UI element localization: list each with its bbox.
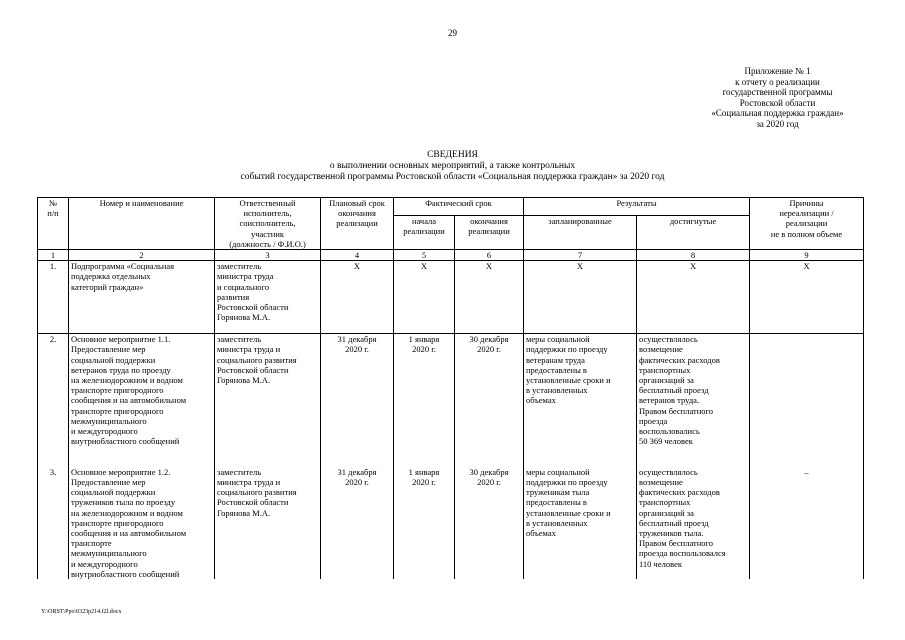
row-end: Х	[455, 261, 524, 334]
row-responsible: заместитель министра труда и социального развития Ростовской области Горянова М.А.	[215, 467, 321, 579]
column-number: 9	[750, 250, 864, 261]
appendix-line: «Социальная поддержка граждан»	[711, 108, 844, 118]
row-reasons: –	[750, 467, 864, 579]
header-name: Номер и наименование	[69, 198, 215, 250]
table-row	[38, 334, 864, 467]
column-number: 7	[524, 250, 637, 261]
row-reasons: Х	[750, 261, 864, 334]
column-number: 8	[637, 250, 750, 261]
row-results-achieved: осуществлялось возмещение фактических расходов транспортных организаций за бесплатный проезд тружеников тыла. Правом бесплатного проезда воспользовался 110 человек	[637, 467, 750, 579]
header-fact-end: окончания реализации	[455, 215, 524, 249]
appendix-line: Приложение № 1	[744, 66, 811, 76]
column-number: 4	[321, 250, 394, 261]
row-planned: Х	[321, 261, 394, 334]
header-results-achieved: достигнутые	[637, 215, 750, 249]
row-num: 2.	[38, 334, 69, 467]
column-number-row	[38, 250, 864, 261]
row-results-planned: меры социальной поддержки по проезду ветеранам труда предоставлены в установленные сроки и в установленных объемах	[524, 334, 637, 467]
header-results: Результаты	[524, 198, 750, 216]
row-name: Подпрограмма «Социальная поддержка отдельных категорий граждан»	[69, 261, 215, 334]
row-end: 30 декабря 2020 г.	[455, 334, 524, 467]
row-start: 1 января 2020 г.	[394, 467, 455, 579]
column-number: 1	[38, 250, 69, 261]
row-start: Х	[394, 261, 455, 334]
row-results-planned: Х	[524, 261, 637, 334]
row-responsible: заместитель министра труда и социального развития Ростовской области Горянова М.А.	[215, 334, 321, 467]
document-title	[0, 150, 905, 183]
row-responsible: заместитель министра труда и социального развития Ростовской области Горянова М.А.	[215, 261, 321, 334]
appendix-line: государственной программы	[722, 87, 833, 97]
row-planned: 31 декабря 2020 г.	[321, 467, 394, 579]
row-reasons	[750, 334, 864, 467]
column-number: 5	[394, 250, 455, 261]
header-fact-start: начала реализации	[394, 215, 455, 249]
header-num: № п/п	[38, 198, 69, 250]
appendix-line: к отчету о реализации	[735, 76, 820, 87]
appendix-line: за 2020 год	[756, 118, 799, 129]
column-number: 6	[455, 250, 524, 261]
row-name: Основное мероприятие 1.2. Предоставление мер социальной поддержки тружеников тыла по проезду на железнодорожном и водном транспорте пригородного сообщения и на автомобильном транспорте межмуниципального и междугородного внутриобластного сообщений	[69, 467, 215, 579]
column-number: 3	[215, 250, 321, 261]
report-table	[37, 197, 864, 579]
page-number: 29	[448, 28, 457, 38]
row-results-planned: меры социальной поддержки по проезду труженикам тыла предоставлены в установленные сроки и в установленных объемах	[524, 467, 637, 579]
row-end: 30 декабря 2020 г.	[455, 467, 524, 579]
row-num: 3.	[38, 467, 69, 579]
table-row	[38, 261, 864, 334]
column-number: 2	[69, 250, 215, 261]
file-path-footer: Y:\ORST\Ppo\0323p214.f2l.docx	[41, 609, 122, 615]
row-name: Основное мероприятие 1.1. Предоставление мер социальной поддержки ветеранов труда по проезду на железнодорожном и водном транспорте пригородного сообщения и на автомобильном транспорте пригородного межмуниципального и междугородного внутриобластного сообщений	[69, 334, 215, 467]
header-fact-term: Фактический срок	[394, 198, 524, 216]
title-line: событий государственной программы Ростовской области «Социальная поддержка граждан» за 2020 год	[240, 172, 665, 182]
table-row	[38, 467, 864, 579]
header-results-planned: запланированные	[524, 215, 637, 249]
header-reasons: Причины нереализации / реализации не в полном объеме	[750, 198, 864, 250]
header-planned-term: Плановый срок окончания реализации	[321, 198, 394, 250]
appendix-line: Ростовской области	[739, 97, 816, 108]
row-planned: 31 декабря 2020 г.	[321, 334, 394, 467]
row-start: 1 января 2020 г.	[394, 334, 455, 467]
row-num: 1.	[38, 261, 69, 334]
header-responsible: Ответственный исполнитель, соисполнитель, участник (должность / Ф.И.О.)	[215, 198, 321, 250]
row-results-achieved: осуществлялось возмещение фактических расходов транспортных организаций за бесплатный проезд ветеранов труда. Правом бесплатного проезда воспользовались 50 369 человек	[637, 334, 750, 467]
appendix-note	[690, 66, 865, 129]
title-line: о выполнении основных мероприятий, а также контрольных	[329, 161, 576, 171]
header-row	[38, 198, 864, 216]
title-heading: СВЕДЕНИЯ	[427, 150, 478, 160]
row-results-achieved: Х	[637, 261, 750, 334]
